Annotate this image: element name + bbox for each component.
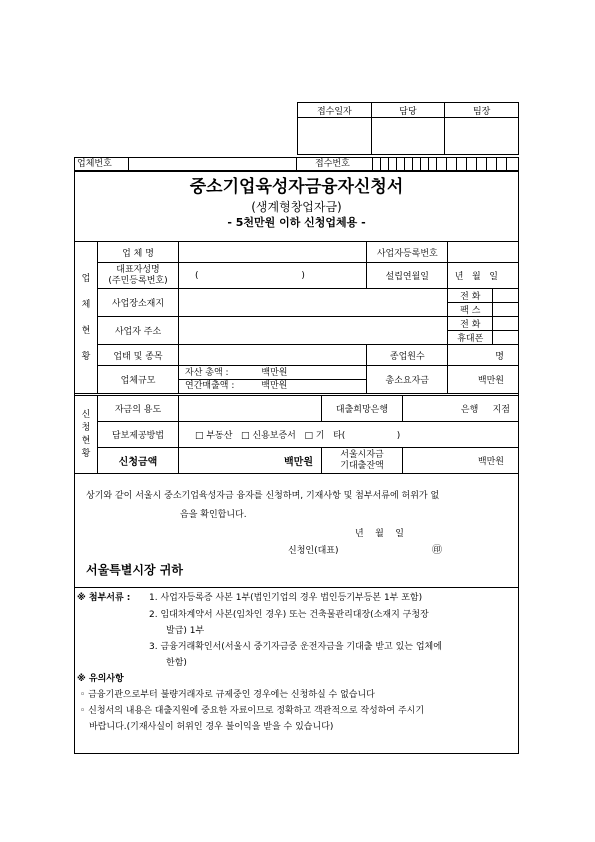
collateral-options[interactable]: □ 부동산 □ 신용보증서 □ 기 타( ): [179, 422, 519, 448]
scale-label: 업체규모: [98, 366, 179, 394]
id-row-tick: [476, 157, 477, 171]
receipt-no-label: 접수번호: [315, 159, 350, 169]
rep-label: [98, 263, 179, 289]
attachment-item-2: 2. 임대차계약서 사본(임차인 경우) 또는 건축물관리대장(소재지 구청장: [149, 610, 429, 620]
rep-field[interactable]: [179, 263, 367, 289]
approval-header-staff: 담당: [371, 103, 445, 118]
declaration-date: 년 월 일: [355, 529, 404, 539]
seoul-loan-label: [322, 448, 403, 474]
attachment-item-3: 3. 금융거래확인서(서울시 중기자금중 운전자금을 기대출 받고 있는 업체에: [149, 642, 442, 652]
founded-field[interactable]: 년 월 일: [448, 263, 519, 289]
applicant-label: 신청인(대표): [288, 546, 339, 556]
company-name-field[interactable]: [179, 242, 367, 263]
rep-paren-close: ): [301, 270, 305, 281]
declaration-line1: 상기와 같이 서울시 중소기업육성자금 융자를 신청하며, 기재사항 및 첨부서류에 허위가 없: [86, 491, 440, 501]
founded-label: 설립연월일: [367, 263, 448, 289]
section-char: 신: [81, 409, 91, 420]
approval-manager-cell[interactable]: [445, 118, 519, 155]
attachments-divider: [74, 587, 519, 588]
addr-field[interactable]: [179, 317, 448, 345]
id-row-tick: [466, 157, 467, 171]
form-subtitle: (생계형창업자금): [251, 200, 342, 214]
section-char: 업: [81, 273, 91, 284]
rep-label-line2: (주민등록번호): [108, 275, 168, 286]
section-char: 황: [81, 351, 91, 362]
approval-header-manager: 팀장: [445, 103, 519, 118]
purpose-label: 자금의 용도: [98, 396, 179, 422]
company-table: [74, 241, 519, 394]
sales-row: [179, 380, 366, 392]
attachments-label: ※ 첨부서류 :: [77, 593, 131, 603]
section-char: 황: [81, 448, 91, 459]
id-row-tick: [456, 157, 457, 171]
employees-label: 종업원수: [367, 345, 448, 366]
assets-row: [179, 367, 366, 380]
sales-label: 연간매출액 :: [185, 381, 235, 391]
addr-tel-field[interactable]: [493, 317, 519, 331]
approval-date-cell[interactable]: [298, 118, 372, 155]
id-row-tick: [486, 157, 487, 171]
addr-tel-label: 전 화: [448, 317, 493, 331]
mobile-field[interactable]: [493, 331, 519, 345]
site-field[interactable]: [179, 289, 448, 317]
id-row-tick: [506, 157, 507, 171]
site-fax-label: 팩 스: [448, 303, 493, 317]
bizno-field[interactable]: [448, 242, 519, 263]
purpose-field[interactable]: [179, 396, 322, 422]
site-fax-field[interactable]: [493, 303, 519, 317]
scale-field[interactable]: [179, 366, 367, 394]
note-item-2: ◦ 신청서의 내용은 대출지원에 중요한 자료이므로 정확하고 객관적으로 작성하여 주시기: [80, 706, 425, 716]
declaration-line2: 음을 확인합니다.: [180, 510, 247, 520]
company-name-label: 업 체 명: [98, 242, 179, 263]
id-row-tick: [496, 157, 497, 171]
rep-label-line1: 대표자성명: [116, 264, 160, 275]
form-note: - 5천만원 이하 신청업체용 -: [227, 216, 366, 229]
id-row-tick: [436, 157, 437, 171]
seoul-loan-field[interactable]: 백만원: [403, 448, 519, 474]
amount-field[interactable]: 백만원: [179, 448, 322, 474]
site-label: 사업장소재지: [98, 289, 179, 317]
section-char: 청: [81, 422, 91, 433]
assets-label: 자산 총액 :: [185, 368, 229, 378]
capital-label: 총소요자금: [367, 366, 448, 394]
addr-label: 사업자 주소: [98, 317, 179, 345]
id-row-tick: [128, 157, 129, 171]
id-row-tick: [404, 157, 405, 171]
id-row-tick: [372, 157, 373, 171]
type-field[interactable]: [179, 345, 367, 366]
id-row-tick: [380, 157, 381, 171]
seal-mark: ㊞: [432, 545, 442, 556]
collateral-label: 담보제공방법: [98, 422, 179, 448]
approval-table: [297, 102, 519, 155]
employees-field[interactable]: 명: [448, 345, 519, 366]
section-char: 현: [81, 435, 91, 446]
seoul-loan-label-line2: 기대출잔액: [340, 460, 384, 471]
attachment-item-3b: 한함): [166, 658, 187, 668]
site-tel-label: 전 화: [448, 289, 493, 303]
company-no-label: 업체번호: [77, 159, 112, 169]
bank-label: 대출희망은행: [322, 396, 403, 422]
id-row-tick: [396, 157, 397, 171]
id-row-tick: [446, 157, 447, 171]
seoul-loan-label-line1: 서울시자금: [340, 449, 384, 460]
id-row-tick: [412, 157, 413, 171]
notes-label: ※ 유의사항: [77, 674, 124, 684]
approval-staff-cell[interactable]: [371, 118, 445, 155]
company-section-label: [75, 242, 98, 394]
amount-label: 신청금액: [98, 448, 179, 474]
id-row-tick: [420, 157, 421, 171]
note-item-2b: 바랍니다.(기재사실이 허위인 경우 불이익을 받을 수 있습니다): [89, 722, 334, 732]
note-item-1: ◦ 금융기관으로부터 불량거래자로 규제중인 경우에는 신청하실 수 없습니다: [80, 690, 375, 700]
type-label: 업태 및 종목: [98, 345, 179, 366]
assets-unit: 백만원: [261, 368, 288, 378]
attachment-item-2b: 발급) 1부: [166, 626, 205, 636]
form-title: 중소기업육성자금융자신청서: [189, 177, 404, 197]
id-row-tick: [428, 157, 429, 171]
sales-unit: 백만원: [261, 381, 288, 391]
mobile-label: 휴대폰: [448, 331, 493, 345]
section-char: 체: [81, 299, 91, 310]
bank-field[interactable]: 은행 지점: [403, 396, 519, 422]
id-row-tick: [388, 157, 389, 171]
addressee: 서울특별시장 귀하: [86, 563, 183, 577]
id-row-tick: [296, 157, 297, 171]
approval-header-date: 접수일자: [298, 103, 372, 118]
attachment-item-1: 1. 사업자등록증 사본 1부(법인기업의 경우 법인등기부등본 1부 포함): [149, 593, 423, 603]
rep-paren-open: (: [195, 270, 199, 281]
application-section-label: [75, 396, 98, 474]
bizno-label: 사업자등록번호: [367, 242, 448, 263]
capital-field[interactable]: 백만원: [448, 366, 519, 394]
application-table: [74, 395, 519, 474]
site-tel-field[interactable]: [493, 289, 519, 303]
section-char: 현: [81, 325, 91, 336]
